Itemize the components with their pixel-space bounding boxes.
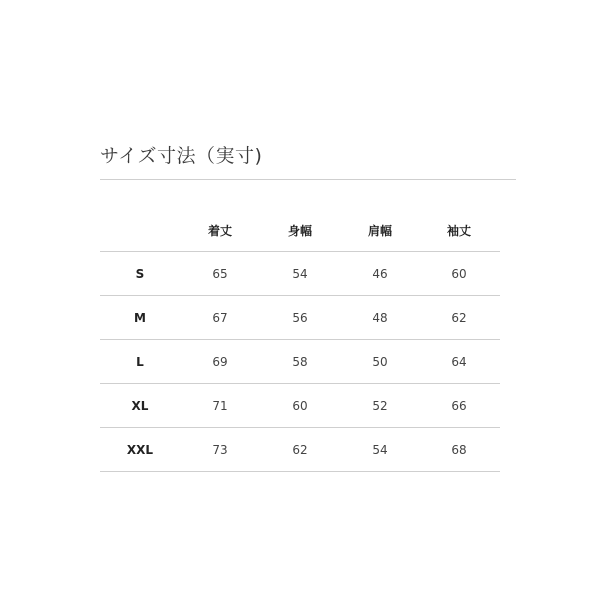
table-cell: 62	[292, 442, 308, 457]
table-cell: 50	[372, 354, 388, 369]
table-cell: 67	[212, 310, 228, 325]
header-cell-length: 着丈	[207, 223, 232, 238]
table-cell: 65	[212, 266, 228, 281]
title-divider	[100, 179, 516, 180]
table-cell: 71	[212, 398, 228, 413]
table-cell: 69	[212, 354, 228, 369]
table-cell: 73	[212, 442, 228, 457]
table-cell: 60	[451, 266, 467, 281]
table-cell: 48	[372, 310, 388, 325]
size-label: S	[135, 266, 145, 281]
header-cell-body-width: 身幅	[287, 223, 312, 238]
size-label: XXL	[126, 442, 154, 457]
table-cell: 60	[292, 398, 308, 413]
table-row	[100, 296, 500, 340]
table-cell: 68	[451, 442, 467, 457]
table-cell: 58	[292, 354, 308, 369]
table-cell: 52	[372, 398, 388, 413]
table-cell: 64	[451, 354, 467, 369]
size-label: M	[134, 310, 146, 325]
table-cell: 46	[372, 266, 388, 281]
table-row	[100, 252, 500, 296]
table-cell: 66	[451, 398, 467, 413]
table-header-row	[100, 209, 500, 252]
table-row	[100, 428, 500, 472]
size-label: L	[136, 354, 144, 369]
table-row	[100, 340, 500, 384]
size-label: XL	[131, 398, 149, 413]
header-cell-size	[110, 209, 170, 251]
table-row	[100, 384, 500, 428]
page-title: サイズ寸法（実寸)	[100, 145, 263, 167]
header-cell-shoulder-width: 肩幅	[367, 223, 392, 238]
header-cell-sleeve-length: 袖丈	[446, 223, 471, 238]
size-table	[100, 209, 500, 472]
table-cell: 54	[372, 442, 388, 457]
table-cell: 62	[451, 310, 467, 325]
table-cell: 56	[292, 310, 308, 325]
table-cell: 54	[292, 266, 308, 281]
